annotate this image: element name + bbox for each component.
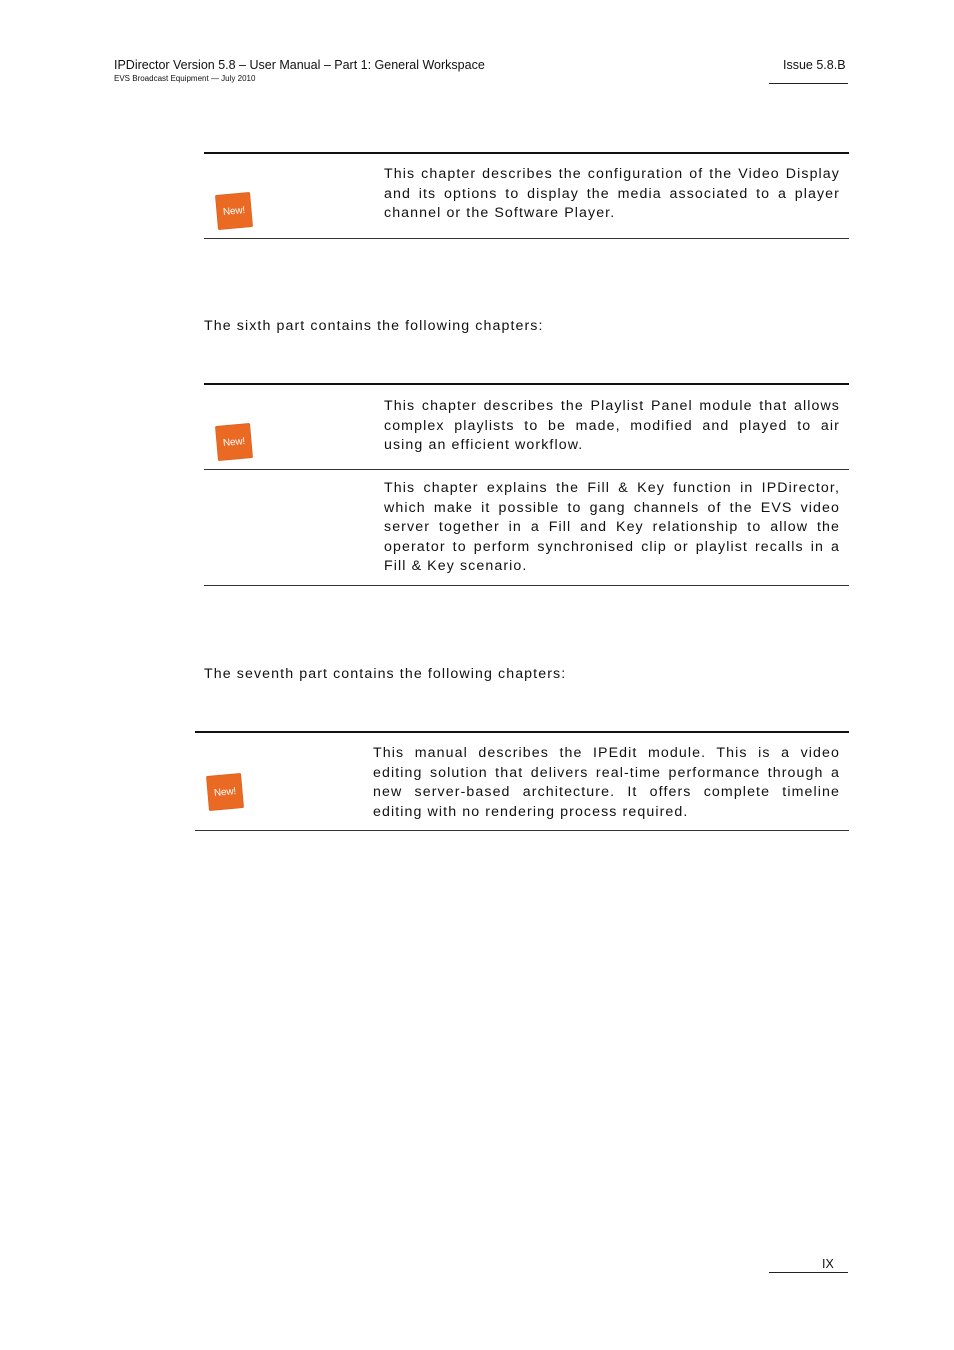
chapter-table-part7 <box>195 731 849 831</box>
table-row <box>204 154 849 239</box>
new-badge-icon: New! <box>207 774 244 811</box>
header-title: IPDirector Version 5.8 – User Manual – Part 1: General Workspace <box>114 58 485 72</box>
header-issue: Issue 5.8.B <box>783 58 846 72</box>
header-rule <box>769 83 848 84</box>
chapter-description: This manual describes the IPEdit module. This is a video editing solution that delivers real-time performance through a new server-based architecture. It offers complete timeline editing with no rendering process required. <box>373 745 840 820</box>
header-subtitle: EVS Broadcast Equipment — July 2010 <box>114 74 256 83</box>
table-row <box>204 385 849 470</box>
chapter-table-1 <box>204 152 849 239</box>
new-badge-icon: New! <box>216 424 253 461</box>
table-row <box>195 733 849 831</box>
footer-rule <box>769 1272 848 1273</box>
new-badge-icon: New! <box>216 193 253 230</box>
chapter-description: This chapter describes the Playlist Panel module that allows complex playlists to be made, modified and played to air using an efficient workflow. <box>384 398 840 453</box>
chapter-description: This chapter describes the configuration of the Video Display and its options to display the media associated to a player channel or the Software Player. <box>384 166 840 221</box>
table-row <box>204 470 849 586</box>
chapter-table-part6 <box>204 383 849 586</box>
part6-intro: The sixth part contains the following chapters: <box>204 318 544 334</box>
chapter-description: This chapter explains the Fill & Key function in IPDirector, which make it possible to gang channels of the EVS video server together in a Fill and Key relationship to allow the operator to perform synchronised clip or playlist recalls in a Fill & Key scenario. <box>384 480 840 574</box>
part7-intro: The seventh part contains the following chapters: <box>204 666 567 682</box>
page-number: IX <box>822 1257 834 1271</box>
